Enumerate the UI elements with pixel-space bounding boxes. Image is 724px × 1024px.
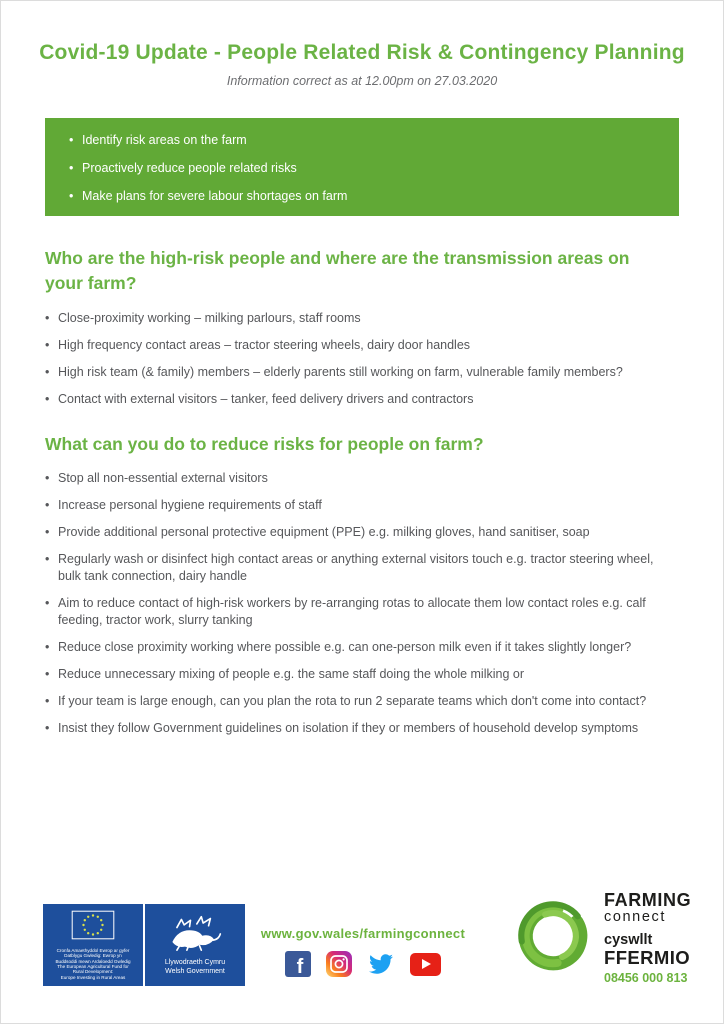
bullet-item: • Close-proximity working – milking parlours, staff rooms: [45, 310, 665, 327]
page-subtitle: Information correct as at 12.00pm on 27.03.2020: [226, 74, 498, 88]
bullet-item: • Reduce close proximity working where possible e.g. can one-person milk even if it takes slightly longer?: [45, 639, 665, 656]
bullet-item: • Increase personal hygiene requirements of staff: [45, 497, 665, 514]
bullet-item: • High risk team (& family) members – elderly parents still working on farm, vulnerable family members?: [45, 364, 665, 381]
eu-caption-line: Datblygu Gwledig: Ewrop yn: [64, 953, 122, 959]
page-title: Covid-19 Update - People Related Risk & Contingency Planning: [39, 41, 685, 64]
eu-caption-line: Rural Development:: [72, 969, 114, 975]
section-heading-reduce-risks: What can you do to reduce risks for people on farm?: [45, 433, 484, 454]
bullet-item: • If your team is large enough, can you plan the rota to run 2 separate teams which don't come into contact?: [45, 693, 665, 710]
eu-caption-line: The European Agricultural Fund for: [57, 964, 129, 969]
key-point-item: • Proactively reduce people related risks: [69, 161, 659, 175]
bullet-item: • Provide additional personal protective equipment (PPE) e.g. milking gloves, hand sanitiser, soap: [45, 524, 665, 541]
welsh-government-line1: Llywodraeth Cymru: [164, 959, 226, 966]
bullet-item: • High frequency contact areas – tractor steering wheels, dairy door handles: [45, 337, 665, 354]
farming-connect-logo: [509, 891, 691, 985]
bullet-item: • Reduce unnecessary mixing of people e.g. the same staff doing the whole milking or: [45, 666, 665, 683]
bullet-item: • Insist they follow Government guidelines on isolation if they or members of household develop symptoms: [45, 720, 665, 737]
bullet-item: • Regularly wash or disinfect high contact areas or anything external visitors touch e.g. tractor steering wheel, bulk tank connection, dairy handle: [45, 551, 665, 585]
reduce-risks-bullet-list: [45, 470, 665, 737]
bullet-item: • Aim to reduce contact of high-risk workers by re-arranging rotas to allocate them low contact roles e.g. calf feeding, tractor work, slurry tanking: [45, 595, 665, 629]
eu-caption-line: Cronfa Amaethyddol Ewrop ar gyfer: [56, 947, 130, 953]
website-link[interactable]: www.gov.wales/farmingconnect: [260, 926, 466, 941]
key-point-item: • Make plans for severe labour shortages on farm: [69, 189, 659, 203]
farming-connect-swirl-icon: [509, 892, 597, 985]
high-risk-bullet-list: [45, 310, 665, 408]
farming-connect-wordmark: [604, 891, 691, 985]
youtube-icon[interactable]: [410, 953, 441, 976]
farming-connect-connect: connect: [604, 909, 666, 925]
bullet-item: • Stop all non-essential external visitors: [45, 470, 665, 487]
eu-caption-line: Buddsoddi mewn Ardaloedd Gwledig: [55, 958, 131, 964]
key-points-box: [45, 118, 679, 216]
instagram-icon[interactable]: [326, 951, 352, 977]
eu-caption-line: Europe Investing in Rural Areas: [60, 974, 126, 980]
key-point-item: • Identify risk areas on the farm: [69, 133, 659, 147]
bullet-item: • Contact with external visitors – tanker, feed delivery drivers and contractors: [45, 391, 665, 408]
twitter-icon[interactable]: [367, 952, 395, 976]
farming-connect-farming: FARMING: [604, 890, 692, 910]
facebook-icon[interactable]: f: [285, 951, 311, 977]
farming-connect-ffermio: FFERMIO: [604, 947, 691, 968]
farming-connect-cyswllt: cyswllt: [604, 932, 653, 948]
section-heading-high-risk: Who are the high-risk people and where are the transmission areas on your farm?: [45, 248, 630, 294]
key-points-list: [69, 133, 659, 203]
footer: [1, 881, 724, 1024]
farming-connect-phone: 08456 000 813: [604, 971, 688, 985]
welsh-government-line2: Welsh Government: [165, 967, 225, 975]
